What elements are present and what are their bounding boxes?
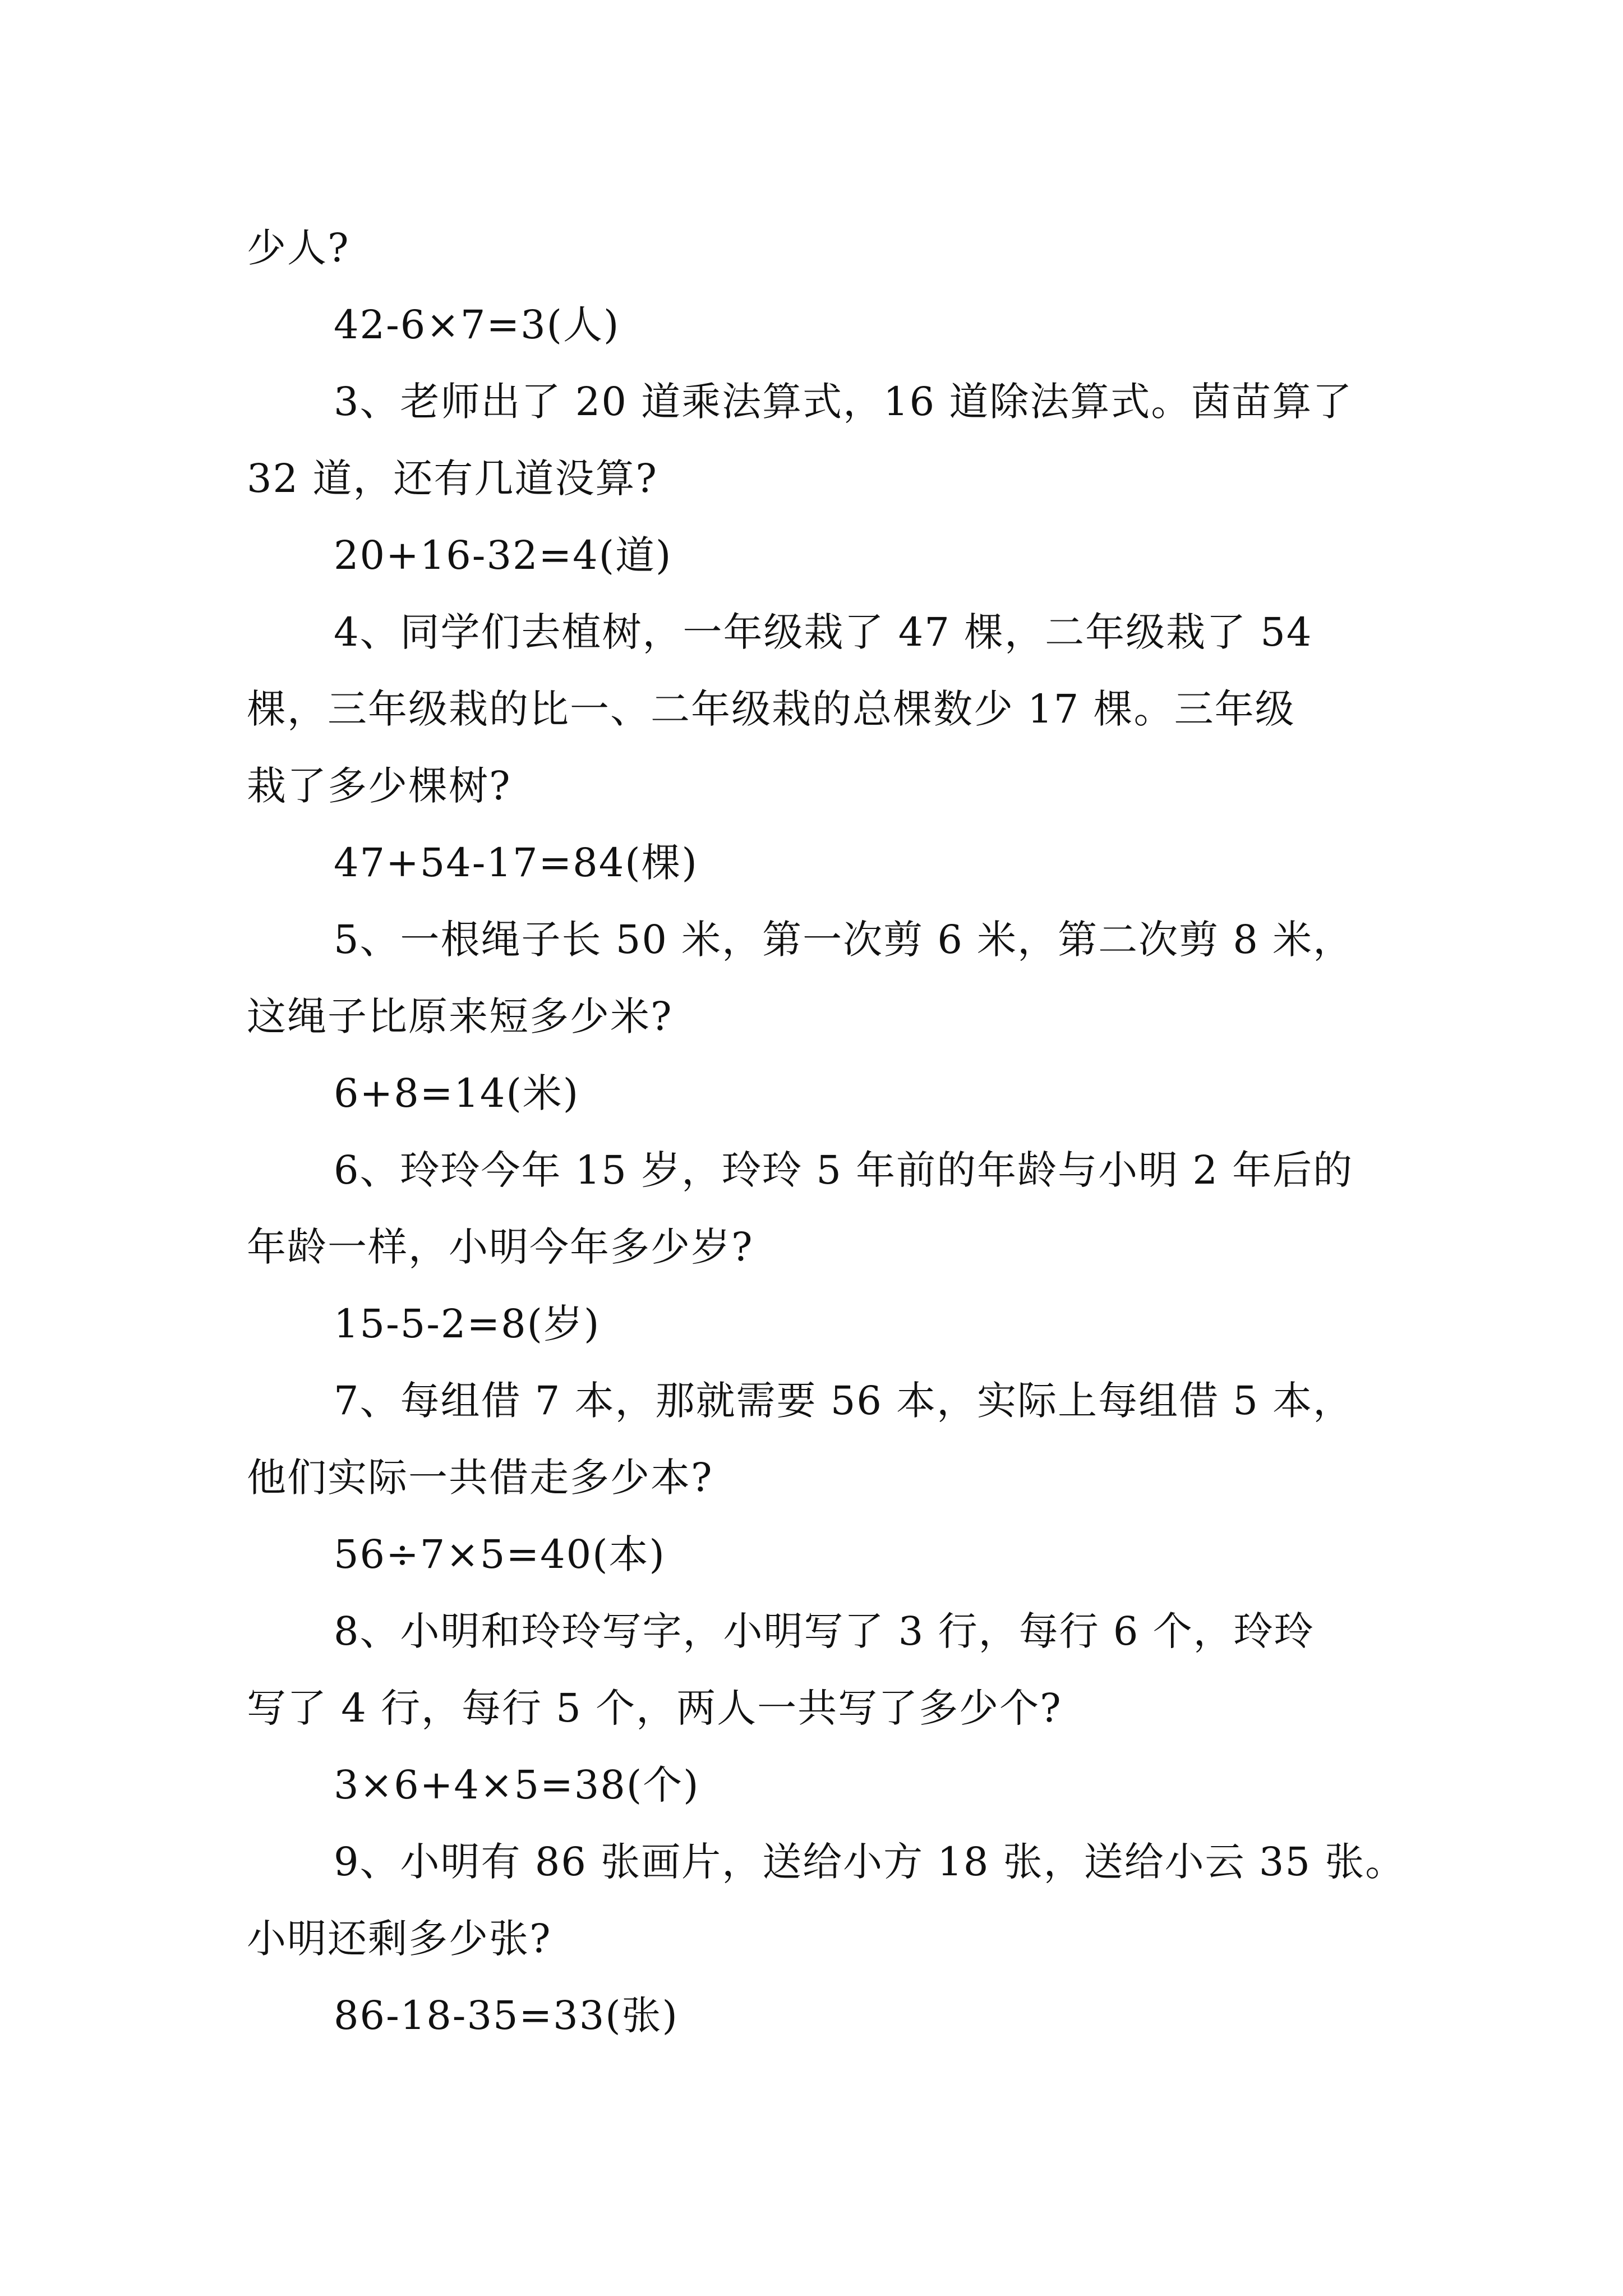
- answer-2: 42-6×7=3(人): [334, 302, 620, 348]
- answer-9: 86-18-35=33(张): [334, 1993, 679, 2039]
- question-4-continuation-1: 棵，三年级栽的比一、二年级栽的总棵数少 17 棵。三年级: [247, 686, 1295, 732]
- question-4-continuation-2: 栽了多少棵树?: [247, 763, 511, 809]
- answer-6: 15-5-2=8(岁): [334, 1301, 601, 1347]
- question-3: 3、老师出了 20 道乘法算式，16 道除法算式。茵苗算了: [334, 379, 1353, 425]
- question-8: 8、小明和玲玲写字，小明写了 3 行，每行 6 个，玲玲: [334, 1608, 1315, 1654]
- question-9: 9、小明有 86 张画片，送给小方 18 张，送给小云 35 张。: [334, 1839, 1406, 1885]
- question-7: 7、每组借 7 本，那就需要 56 本，实际上每组借 5 本，: [334, 1378, 1354, 1424]
- question-3-continuation: 32 道，还有几道没算?: [247, 455, 658, 501]
- question-8-continuation: 写了 4 行，每行 5 个，两人一共写了多少个?: [247, 1685, 1062, 1731]
- question-6-continuation: 年龄一样，小明今年多少岁?: [247, 1224, 754, 1270]
- question-9-continuation: 小明还剩多少张?: [247, 1916, 552, 1962]
- question-4: 4、同学们去植树，一年级栽了 47 棵，二年级栽了 54: [334, 609, 1313, 655]
- answer-5: 6+8=14(米): [334, 1070, 580, 1116]
- question-5-continuation: 这绳子比原来短多少米?: [247, 993, 673, 1039]
- question-6: 6、玲玲今年 15 岁，玲玲 5 年前的年龄与小明 2 年后的: [334, 1147, 1354, 1193]
- document-body: [247, 210, 1406, 2054]
- question-5: 5、一根绳子长 50 米，第一次剪 6 米，第二次剪 8 米，: [334, 917, 1354, 963]
- question-7-continuation: 他们实际一共借走多少本?: [247, 1455, 713, 1501]
- answer-8: 3×6+4×5=38(个): [334, 1762, 700, 1808]
- question-2-continuation: 少人?: [247, 225, 350, 271]
- answer-7: 56÷7×5=40(本): [334, 1531, 666, 1577]
- answer-3: 20+16-32=4(道): [334, 532, 672, 578]
- answer-4: 47+54-17=84(棵): [334, 840, 698, 886]
